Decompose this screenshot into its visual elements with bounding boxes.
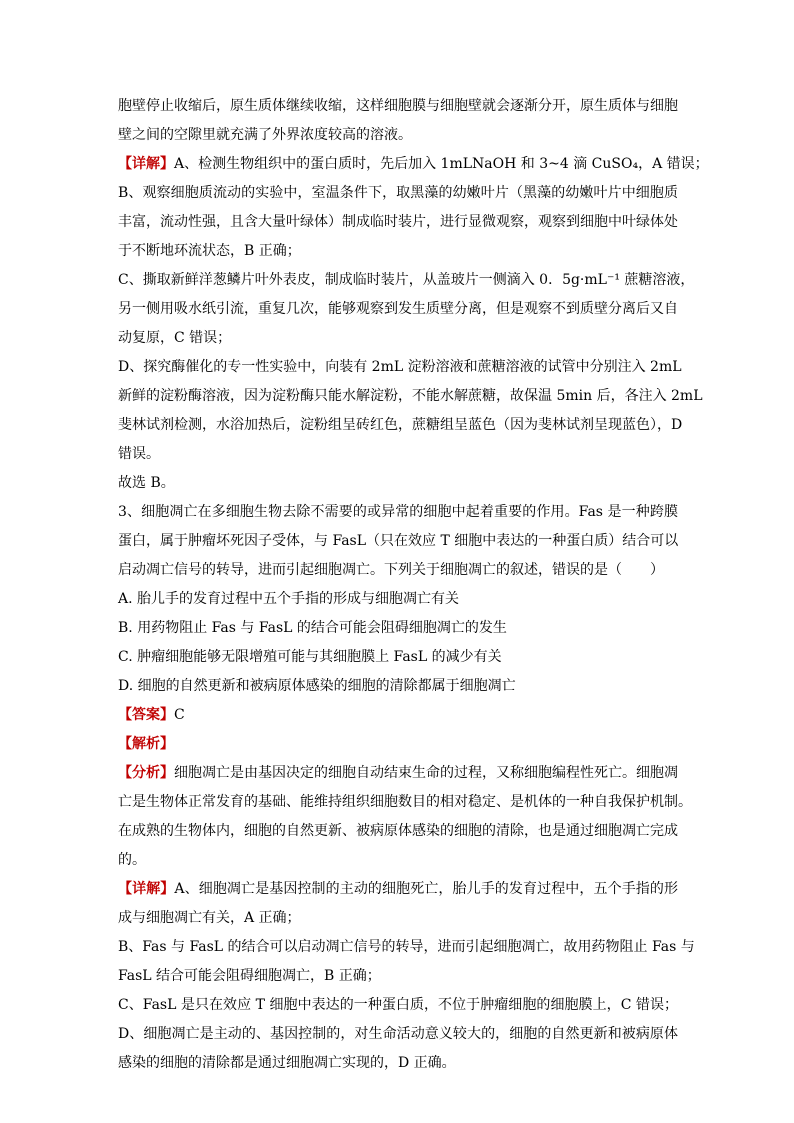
q3-detail-line: D、细胞凋亡是主动的、基因控制的，对生命活动意义较大的，细胞的自然更新和被病原体	[118, 1026, 678, 1042]
analysis-tag: 【分析】	[118, 765, 174, 781]
q2-conclusion: 故选 B。	[118, 475, 175, 491]
q3-detail-line: B、Fas 与 FasL 的结合可以启动凋亡信号的转导，进而引起细胞凋亡，故用药物阻止 Fas 与	[118, 939, 695, 955]
q2-detail-a-text: A、检测生物组织中的蛋白质时，先后加入 1mLNaOH 和 3~4 滴 CuSO₄，A 错误；	[174, 156, 709, 172]
q3-analysis-line	[118, 759, 678, 788]
detail-tag: 【详解】	[118, 156, 174, 172]
q2-detail-d-line: 新鲜的淀粉酶溶液，因为淀粉酶只能水解淀粉，不能水解蔗糖，故保温 5min 后，各注入 2mL	[118, 388, 703, 404]
q2-detail-c-line: C、撕取新鲜洋葱鳞片叶外表皮，制成临时装片，从盖玻片一侧滴入 0．5g·mL⁻¹ 蔗糖溶液，	[118, 272, 695, 288]
q3-stem-line: 蛋白，属于肿瘤坏死因子受体，与 FasL（只在效应 T 细胞中表达的一种蛋白质）结合可以	[118, 533, 679, 549]
q3-stem-line: 启动凋亡信号的转导，进而引起细胞凋亡。下列关于细胞凋亡的叙述，错误的是（ ）	[118, 562, 664, 578]
q3-detail-line	[118, 875, 678, 904]
analysis-text: 细胞凋亡是由基因决定的细胞自动结束生命的过程，又称细胞编程性死亡。细胞凋	[174, 765, 678, 781]
q2-detail-c-line: 动复原，C 错误；	[118, 330, 232, 346]
q2-analysis-cont-line: 壁之间的空隙里就充满了外界浓度较高的溶液。	[118, 127, 412, 143]
q3-jiexi	[118, 730, 678, 759]
jiexi-tag: 【解析】	[118, 736, 174, 752]
q2-detail-d-line: 错误。	[118, 446, 160, 462]
q2-detail-a	[118, 150, 709, 179]
q2-detail-d-line: D、探究酶催化的专一性实验中，向装有 2mL 淀粉溶液和蔗糖溶液的试管中分别注入 2mL	[118, 359, 682, 375]
q2-detail-b-line: B、观察细胞质流动的实验中，室温条件下，取黑藻的幼嫩叶片（黑藻的幼嫩叶片中细胞质	[118, 185, 678, 201]
document-page	[118, 92, 709, 1078]
q2-detail-d-line: 斐林试剂检测，水浴加热后，淀粉组呈砖红色，蔗糖组呈蓝色（因为斐林试剂呈现蓝色），D	[118, 417, 683, 433]
q3-option-d: D. 细胞的自然更新和被病原体感染的细胞的清除都属于细胞凋亡	[118, 678, 516, 694]
q3-detail-line: 感染的细胞的清除都是通过细胞凋亡实现的，D 正确。	[118, 1055, 456, 1071]
q3-detail-line: 成与细胞凋亡有关，A 正确；	[118, 910, 301, 926]
q3-stem-line: 3、细胞凋亡在多细胞生物去除不需要的或异常的细胞中起着重要的作用。Fas 是一种跨膜	[118, 504, 678, 520]
q2-analysis-cont-line: 胞壁停止收缩后，原生质体继续收缩，这样细胞膜与细胞壁就会逐渐分开，原生质体与细胞	[118, 98, 678, 114]
q3-detail-line: FasL 结合可能会阻碍细胞凋亡，B 正确；	[118, 968, 381, 984]
q2-detail-b-line: 于不断地环流状态，B 正确；	[118, 243, 301, 259]
detail-tag: 【详解】	[118, 881, 175, 897]
answer-value: C	[174, 707, 185, 723]
q3-detail-line: C、FasL 是只在效应 T 细胞中表达的一种蛋白质，不位于肿瘤细胞的细胞膜上，C 错误；	[118, 997, 678, 1013]
q3-option-b: B. 用药物阻止 Fas 与 FasL 的结合可能会阻碍细胞凋亡的发生	[118, 620, 507, 636]
q3-answer	[118, 701, 678, 730]
q3-analysis-line: 的。	[118, 852, 146, 868]
q3-analysis-line: 亡是生物体正常发育的基础、能维持组织细胞数目的相对稳定、是机体的一种自我保护机制。	[118, 794, 692, 810]
q3-option-c: C. 肿瘤细胞能够无限增殖可能与其细胞膜上 FasL 的减少有关	[118, 649, 502, 665]
q2-detail-c-line: 另一侧用吸水纸引流，重复几次，能够观察到发生质壁分离，但是观察不到质壁分离后又自	[118, 301, 678, 317]
q3-analysis-line: 在成熟的生物体内，细胞的自然更新、被病原体感染的细胞的清除，也是通过细胞凋亡完成	[118, 823, 678, 839]
q2-detail-b-line: 丰富，流动性强，且含大量叶绿体）制成临时装片，进行显微观察，观察到细胞中叶绿体处	[118, 214, 678, 230]
answer-tag: 【答案】	[118, 707, 174, 723]
detail-text: A、细胞凋亡是基因控制的主动的细胞死亡，胎儿手的发育过程中，五个手指的形	[174, 881, 679, 897]
q3-option-a: A. 胎儿手的发育过程中五个手指的形成与细胞凋亡有关	[118, 591, 460, 607]
